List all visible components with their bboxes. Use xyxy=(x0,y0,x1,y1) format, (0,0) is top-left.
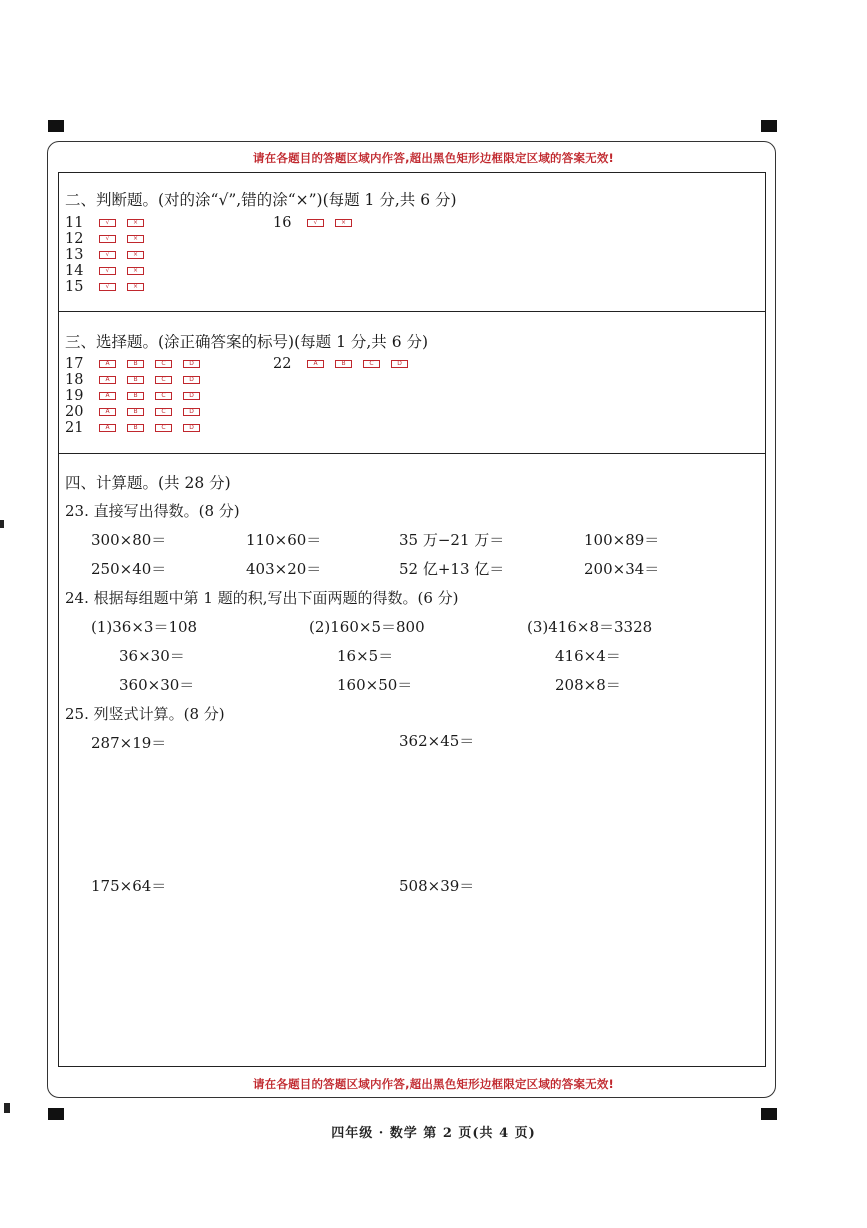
q24-item: 160×50＝ xyxy=(337,676,413,694)
q24-item: 360×30＝ xyxy=(119,676,195,694)
registration-mark-bottom-left xyxy=(48,1108,64,1120)
q23-title: 23. 直接写出得数。(8 分) xyxy=(65,502,240,520)
option-c-bubble[interactable]: C xyxy=(155,424,172,432)
judgment-row-14 xyxy=(65,263,155,279)
question-number: 16 xyxy=(273,215,292,231)
calculation-section xyxy=(59,455,765,1065)
option-b-bubble[interactable]: B xyxy=(127,376,144,384)
choice-row-20 xyxy=(65,404,211,420)
q23-item: 200×34＝ xyxy=(584,560,660,578)
option-b-bubble[interactable]: B xyxy=(335,360,352,368)
true-bubble[interactable]: √ xyxy=(307,219,324,227)
question-number: 18 xyxy=(65,372,84,388)
true-bubble[interactable]: √ xyxy=(99,267,116,275)
option-a-bubble[interactable]: A xyxy=(99,376,116,384)
option-a-bubble[interactable]: A xyxy=(307,360,324,368)
option-d-bubble[interactable]: D xyxy=(183,424,200,432)
judgment-row-12 xyxy=(65,231,155,247)
q23-item: 52 亿+13 亿＝ xyxy=(399,560,505,578)
option-a-bubble[interactable]: A xyxy=(99,424,116,432)
q24-given: (3)416×8＝3328 xyxy=(527,618,653,636)
q25-item: 175×64＝ xyxy=(91,877,167,895)
q23-item: 35 万−21 万＝ xyxy=(399,531,505,549)
option-d-bubble[interactable]: D xyxy=(183,360,200,368)
question-number: 19 xyxy=(65,388,84,404)
choice-row-22 xyxy=(273,356,419,372)
judgment-row-15 xyxy=(65,279,155,295)
judgment-section xyxy=(59,173,765,311)
question-number: 13 xyxy=(65,247,84,263)
judgment-row-11 xyxy=(65,215,155,231)
true-bubble[interactable]: √ xyxy=(99,283,116,291)
question-number: 17 xyxy=(65,356,84,372)
q25-item: 362×45＝ xyxy=(399,732,475,750)
page-footer: 四年级 · 数学 第 2 页(共 4 页) xyxy=(331,1126,536,1141)
calc-title: 四、计算题。(共 28 分) xyxy=(65,474,231,492)
false-bubble[interactable]: × xyxy=(127,219,144,227)
q24-item: 208×8＝ xyxy=(555,676,621,694)
option-d-bubble[interactable]: D xyxy=(183,392,200,400)
false-bubble[interactable]: × xyxy=(127,283,144,291)
q24-given: (1)36×3＝108 xyxy=(91,618,198,636)
section-divider xyxy=(59,453,765,454)
q24-item: 36×30＝ xyxy=(119,647,185,665)
option-d-bubble[interactable]: D xyxy=(183,408,200,416)
q23-item: 300×80＝ xyxy=(91,531,167,549)
question-number: 12 xyxy=(65,231,84,247)
false-bubble[interactable]: × xyxy=(127,235,144,243)
registration-mark-top-left xyxy=(48,120,64,132)
option-b-bubble[interactable]: B xyxy=(127,424,144,432)
q24-item: 16×5＝ xyxy=(337,647,394,665)
false-bubble[interactable]: × xyxy=(335,219,352,227)
option-c-bubble[interactable]: C xyxy=(155,408,172,416)
choice-title: 三、选择题。(涂正确答案的标号)(每题 1 分,共 6 分) xyxy=(65,333,429,351)
option-b-bubble[interactable]: B xyxy=(127,408,144,416)
choice-row-21 xyxy=(65,420,211,436)
option-c-bubble[interactable]: C xyxy=(155,392,172,400)
option-a-bubble[interactable]: A xyxy=(99,408,116,416)
option-c-bubble[interactable]: C xyxy=(155,360,172,368)
choice-row-19 xyxy=(65,388,211,404)
false-bubble[interactable]: × xyxy=(127,251,144,259)
option-d-bubble[interactable]: D xyxy=(183,376,200,384)
q23-item: 250×40＝ xyxy=(91,560,167,578)
header-warning: 请在各题目的答题区域内作答,超出黑色矩形边框限定区域的答案无效! xyxy=(252,151,614,165)
true-bubble[interactable]: √ xyxy=(99,251,116,259)
q25-item: 287×19＝ xyxy=(91,734,167,752)
footer-warning: 请在各题目的答题区域内作答,超出黑色矩形边框限定区域的答案无效! xyxy=(252,1077,614,1091)
question-number: 22 xyxy=(273,356,292,372)
option-a-bubble[interactable]: A xyxy=(99,360,116,368)
edge-mark-left-bottom xyxy=(4,1103,10,1113)
answer-area xyxy=(58,172,766,1067)
true-bubble[interactable]: √ xyxy=(99,235,116,243)
option-d-bubble[interactable]: D xyxy=(391,360,408,368)
choice-section xyxy=(59,313,765,453)
question-number: 21 xyxy=(65,420,84,436)
section-divider xyxy=(59,311,765,312)
false-bubble[interactable]: × xyxy=(127,267,144,275)
edge-mark-left xyxy=(0,520,4,528)
option-b-bubble[interactable]: B xyxy=(127,392,144,400)
registration-mark-top-right xyxy=(761,120,777,132)
question-number: 14 xyxy=(65,263,84,279)
q24-title: 24. 根据每组题中第 1 题的积,写出下面两题的得数。(6 分) xyxy=(65,589,459,607)
registration-mark-bottom-right xyxy=(761,1108,777,1120)
option-c-bubble[interactable]: C xyxy=(155,376,172,384)
q24-item: 416×4＝ xyxy=(555,647,621,665)
judgment-row-13 xyxy=(65,247,155,263)
q25-title: 25. 列竖式计算。(8 分) xyxy=(65,705,225,723)
q23-item: 110×60＝ xyxy=(246,531,322,549)
option-b-bubble[interactable]: B xyxy=(127,360,144,368)
question-number: 15 xyxy=(65,279,84,295)
q25-item: 508×39＝ xyxy=(399,877,475,895)
question-number: 20 xyxy=(65,404,84,420)
judgment-row-16 xyxy=(273,215,363,231)
judgment-title: 二、判断题。(对的涂“√”,错的涂“×”)(每题 1 分,共 6 分) xyxy=(65,191,457,209)
q23-item: 100×89＝ xyxy=(584,531,660,549)
q24-given: (2)160×5＝800 xyxy=(309,618,425,636)
option-a-bubble[interactable]: A xyxy=(99,392,116,400)
choice-row-18 xyxy=(65,372,211,388)
q23-item: 403×20＝ xyxy=(246,560,322,578)
option-c-bubble[interactable]: C xyxy=(363,360,380,368)
true-bubble[interactable]: √ xyxy=(99,219,116,227)
choice-row-17 xyxy=(65,356,211,372)
question-number: 11 xyxy=(65,215,84,231)
